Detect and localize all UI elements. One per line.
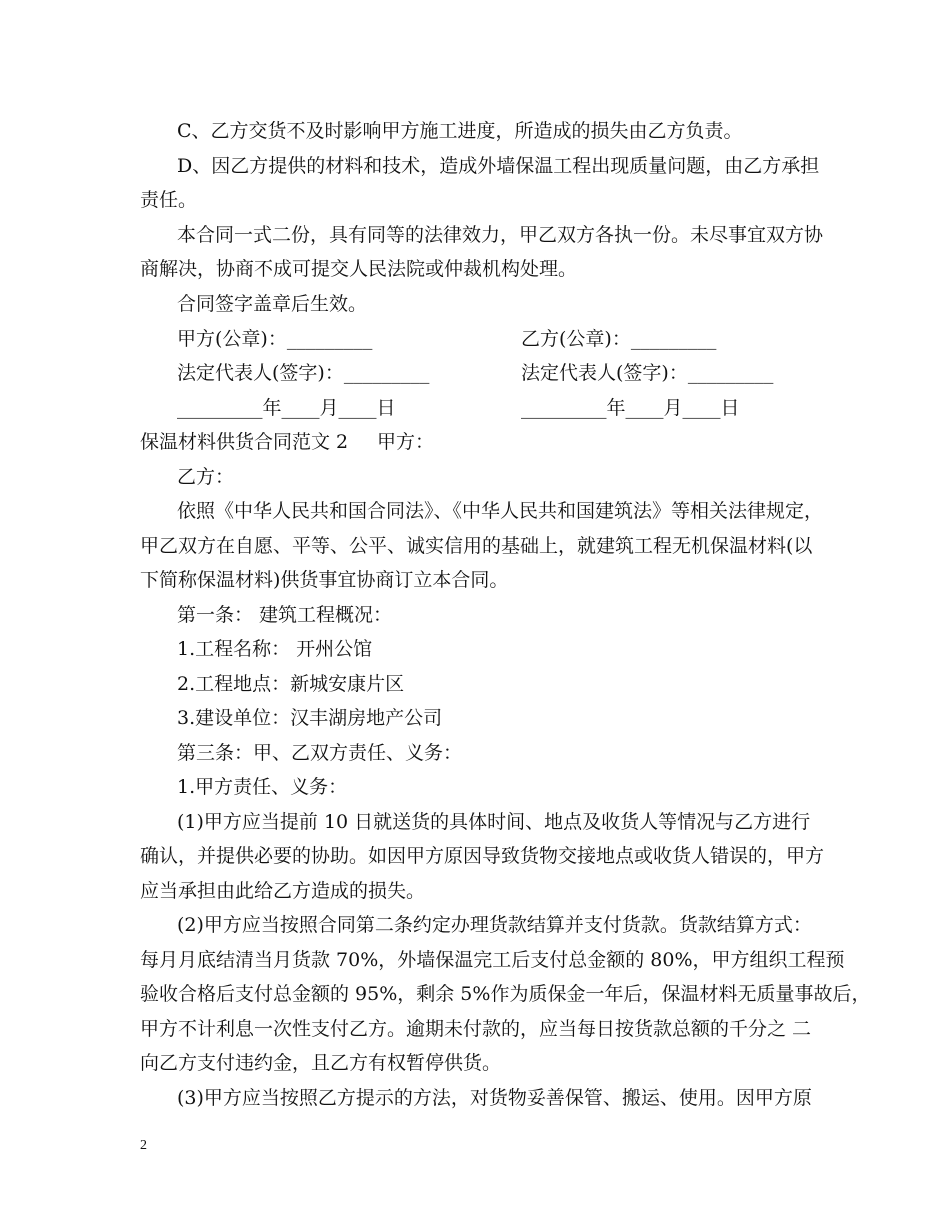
project-name: 1.工程名称： 开州公馆 — [177, 638, 373, 660]
duty-2-cont-4: 向乙方支付违约金，且乙方有权暂停供货。 — [140, 1052, 502, 1074]
party-b-date: _________年____月____日 — [521, 397, 740, 419]
duty-1: (1)甲方应当提前 10 日就送货的具体时间、地点及收货人等情况与乙方进行 — [177, 811, 811, 833]
effective-clause: 合同签字盖章后生效。 — [177, 293, 368, 315]
party-b-label: 乙方： — [177, 466, 235, 488]
section-title: 保温材料供货合同范文 2 — [140, 431, 349, 453]
project-location: 2.工程地点：新城安康片区 — [177, 673, 405, 695]
duty-1-cont-2: 应当承担由此给乙方造成的损失。 — [140, 880, 426, 902]
copies-paragraph: 本合同一式二份，具有同等的法律效力，甲乙双方各执一份。未尽事宜双方协 — [177, 224, 824, 246]
clause-c: C、乙方交货不及时影响甲方施工进度，所造成的损失由乙方负责。 — [177, 120, 743, 142]
party-a-representative: 法定代表人(签字)：_________ — [177, 362, 430, 384]
preamble-cont-2: 下简称保温材料)供货事宜协商订立本合同。 — [140, 569, 509, 591]
party-b-representative: 法定代表人(签字)：_________ — [521, 362, 774, 384]
party-a-date: _________年____月____日 — [177, 397, 396, 419]
party-a-label: 甲方： — [377, 431, 435, 453]
developer: 3.建设单位：汉丰湖房地产公司 — [177, 707, 443, 729]
party-a-seal: 甲方(公章)：_________ — [177, 328, 373, 350]
preamble: 依照《中华人民共和国合同法》、《中华人民共和国建筑法》等相关法律规定， — [177, 500, 824, 522]
clause-d-cont: 责任。 — [140, 189, 198, 211]
duty-1-cont-1: 确认，并提供必要的协助。如因甲方原因导致货物交接地点或收货人错误的，甲方 — [140, 845, 825, 867]
article-1-heading: 第一条： 建筑工程概况： — [177, 604, 393, 626]
party-a-duties-heading: 1.甲方责任、义务： — [177, 776, 348, 798]
copies-paragraph-cont: 商解决，协商不成可提交人民法院或仲裁机构处理。 — [140, 258, 578, 280]
preamble-cont-1: 甲乙双方在自愿、平等、公平、诚实信用的基础上，就建筑工程无机保温材料(以 — [140, 535, 813, 557]
duty-2-cont-2: 验收合格后支付总金额的 95%，剩余 5%作为质保金一年后，保温材料无质量事故后， — [140, 983, 871, 1005]
clause-d: D、因乙方提供的材料和技术，造成外墙保温工程出现质量问题，由乙方承担 — [177, 155, 820, 177]
page-number: 2 — [140, 1138, 147, 1153]
duty-3: (3)甲方应当按照乙方提示的方法，对货物妥善保管、搬运、使用。因甲方原 — [177, 1087, 812, 1109]
article-3-heading: 第三条：甲、乙双方责任、义务： — [177, 742, 463, 764]
duty-2: (2)甲方应当按照合同第二条约定办理货款结算并支付货款。货款结算方式： — [177, 914, 812, 936]
duty-2-cont-3: 甲方不计利息一次性支付乙方。逾期未付款的，应当每日按货款总额的千分之 二 — [140, 1018, 812, 1040]
party-b-seal: 乙方(公章)：_________ — [521, 328, 717, 350]
duty-2-cont-1: 每月月底结清当月货款 70%，外墙保温完工后支付总金额的 80%，甲方组织工程预 — [140, 949, 845, 971]
